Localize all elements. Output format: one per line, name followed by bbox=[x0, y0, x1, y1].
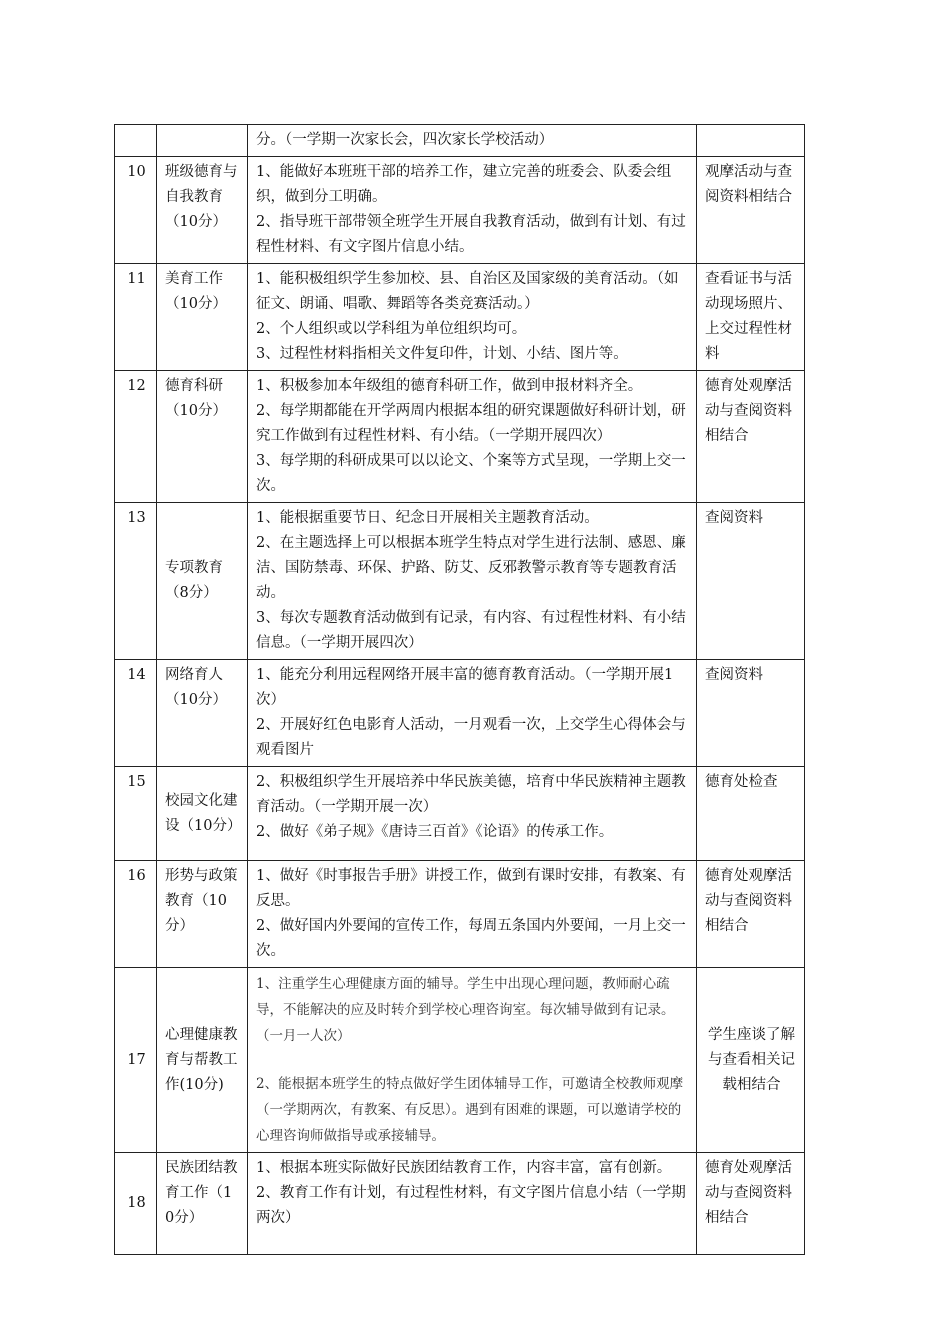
row-number: 11 bbox=[115, 264, 157, 371]
table-row bbox=[115, 968, 805, 1153]
table-row bbox=[115, 503, 805, 660]
table-row bbox=[115, 371, 805, 503]
table-row bbox=[115, 1153, 805, 1255]
row-number: 14 bbox=[115, 660, 157, 767]
table-row bbox=[115, 767, 805, 861]
row-number: 15 bbox=[115, 767, 157, 861]
row-method: 德育处观摩活动与查阅资料相结合 bbox=[697, 861, 805, 968]
row-method: 学生座谈了解与查看相关记载相结合 bbox=[697, 968, 805, 1153]
table-row bbox=[115, 157, 805, 264]
row-item: 网络育人（10分） bbox=[157, 660, 248, 767]
row-item: 形势与政策教育（10分） bbox=[157, 861, 248, 968]
row-number: 13 bbox=[115, 503, 157, 660]
row-method: 观摩活动与查阅资料相结合 bbox=[697, 157, 805, 264]
table-row bbox=[115, 861, 805, 968]
row-item: 德育科研（10分） bbox=[157, 371, 248, 503]
row-number bbox=[115, 125, 157, 157]
row-content: 1、根据本班实际做好民族团结教育工作，内容丰富，富有创新。 2、教育工作有计划，有过程性材料，有文字图片信息小结（一学期两次） bbox=[248, 1153, 697, 1255]
row-number: 17 bbox=[115, 968, 157, 1153]
row-content: 1、积极参加本年级组的德育科研工作，做到申报材料齐全。 2、每学期都能在开学两周内根据本组的研究课题做好科研计划，研究工作做到有过程性材料、有小结。（一学期开展四次） 3、每学期的科研成果可以以论文、个案等方式呈现，一学期上交一次。 bbox=[248, 371, 697, 503]
row-method: 查看证书与活动现场照片、上交过程性材料 bbox=[697, 264, 805, 371]
evaluation-table bbox=[114, 124, 805, 1255]
row-number: 18 bbox=[115, 1153, 157, 1255]
row-number: 12 bbox=[115, 371, 157, 503]
row-item: 专项教育（8分） bbox=[157, 503, 248, 660]
row-content: 2、积极组织学生开展培养中华民族美德，培育中华民族精神主题教育活动。（一学期开展一次） 2、做好《弟子规》《唐诗三百首》《论语》的传承工作。 bbox=[248, 767, 697, 861]
row-content: 1、能做好本班班干部的培养工作，建立完善的班委会、队委会组织，做到分工明确。 2、指导班干部带领全班学生开展自我教育活动，做到有计划、有过程性材料、有文字图片信息小结。 bbox=[248, 157, 697, 264]
table-row bbox=[115, 125, 805, 157]
row-item bbox=[157, 125, 248, 157]
row-method: 德育处观摩活动与查阅资料相结合 bbox=[697, 1153, 805, 1255]
row-content: 1、能积极组织学生参加校、县、自治区及国家级的美育活动。（如征文、朗诵、唱歌、舞蹈等各类竞赛活动。） 2、个人组织或以学科组为单位组织均可。 3、过程性材料指相关文件复印件，计划、小结、图片等。 bbox=[248, 264, 697, 371]
row-content: 1、能根据重要节日、纪念日开展相关主题教育活动。 2、在主题选择上可以根据本班学生特点对学生进行法制、感恩、廉洁、国防禁毒、环保、护路、防艾、反邪教警示教育等专题教育活动。 3、每次专题教育活动做到有记录，有内容、有过程性材料、有小结信息。（一学期开展四次） bbox=[248, 503, 697, 660]
row-item: 民族团结教育工作（10分） bbox=[157, 1153, 248, 1255]
row-item: 心理健康教育与帮教工作(10分) bbox=[157, 968, 248, 1153]
row-content: 1、注重学生心理健康方面的辅导。学生中出现心理问题，教师耐心疏导，不能解决的应及时转介到学校心理咨询室。每次辅导做到有记录。（一月一人次） 2、能根据本班学生的特点做好学生团体辅导工作，可邀请全校教师观摩（一学期两次，有教案、有反思）。遇到有困难的课题，可以邀请学校的心理咨询师做指导或承接辅导。 bbox=[248, 968, 697, 1153]
table-row bbox=[115, 660, 805, 767]
row-item: 班级德育与自我教育（10分） bbox=[157, 157, 248, 264]
row-content: 分。（一学期一次家长会，四次家长学校活动） bbox=[248, 125, 697, 157]
row-content: 1、能充分利用远程网络开展丰富的德育教育活动。（一学期开展1次） 2、开展好红色电影育人活动，一月观看一次，上交学生心得体会与观看图片 bbox=[248, 660, 697, 767]
row-item: 校园文化建设（10分） bbox=[157, 767, 248, 861]
row-item: 美育工作（10分） bbox=[157, 264, 248, 371]
row-method: 查阅资料 bbox=[697, 503, 805, 660]
row-method: 德育处检查 bbox=[697, 767, 805, 861]
row-content: 1、做好《时事报告手册》讲授工作，做到有课时安排，有教案、有反思。 2、做好国内外要闻的宣传工作，每周五条国内外要闻，一月上交一次。 bbox=[248, 861, 697, 968]
row-method: 查阅资料 bbox=[697, 660, 805, 767]
row-method bbox=[697, 125, 805, 157]
row-number: 16 bbox=[115, 861, 157, 968]
row-method: 德育处观摩活动与查阅资料相结合 bbox=[697, 371, 805, 503]
row-number: 10 bbox=[115, 157, 157, 264]
table-row bbox=[115, 264, 805, 371]
